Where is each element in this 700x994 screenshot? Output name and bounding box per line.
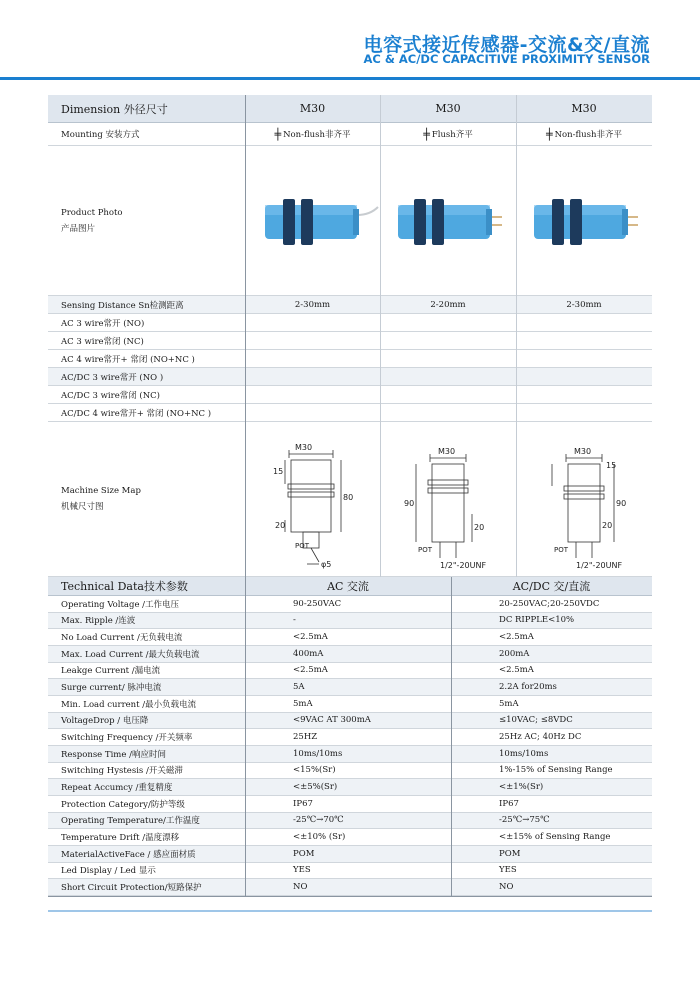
- technical-ac-value: 90-250VAC: [293, 598, 342, 609]
- technical-acdc-value: POM: [499, 848, 521, 859]
- sensing-distance-row: [48, 296, 652, 314]
- technical-label: Max. Ripple /连波: [61, 616, 136, 627]
- technical-acdc-value: <2.5mA: [499, 632, 534, 643]
- technical-row: [48, 763, 652, 780]
- technical-ac-value: NO: [293, 882, 308, 893]
- wiring-row: [48, 404, 652, 422]
- technical-label: Max. Load Current /最大负载电流: [61, 649, 200, 660]
- product-photo-row: [48, 146, 652, 296]
- size-label-cn: 机械尺寸图: [61, 502, 104, 512]
- technical-row: [48, 646, 652, 663]
- technical-header: Technical Data技术参数: [61, 580, 188, 593]
- sensor-photo-3: [516, 181, 652, 261]
- technical-row: [48, 846, 652, 863]
- technical-row: [48, 863, 652, 880]
- mounting-text-3: Non-flush非齐平: [554, 130, 622, 140]
- mounting-3: [516, 123, 652, 145]
- wiring-label: AC 3 wire常开 (NO): [61, 318, 145, 329]
- technical-acdc-value: 200mA: [499, 648, 530, 659]
- technical-header-row: [48, 577, 652, 596]
- dim-20: 20: [602, 521, 613, 530]
- sensing-3: 2-30mm: [566, 299, 602, 310]
- mounting-2: [380, 123, 516, 145]
- sensor-photo-1: [245, 181, 380, 261]
- technical-acdc-value: <±1%(Sr): [499, 782, 544, 793]
- technical-acdc-value: 2.2A for20ms: [499, 682, 557, 693]
- technical-acdc-value: 1%-15% of Sensing Range: [499, 765, 613, 776]
- bottom-rule: [48, 896, 652, 897]
- dim-15: 15: [606, 461, 617, 470]
- technical-label: Operating Temperature/工作温度: [61, 816, 200, 827]
- technical-acdc-value: -25℃→75℃: [499, 815, 550, 826]
- technical-label: Switching Frequency /开关频率: [61, 733, 193, 744]
- technical-acdc-value: 25Hz AC; 40Hz DC: [499, 732, 582, 743]
- technical-row: [48, 696, 652, 713]
- technical-label: Operating Voltage /工作电压: [61, 599, 180, 610]
- technical-ac-value: -25℃→70℃: [293, 815, 344, 826]
- dim-m30: M30: [295, 443, 313, 452]
- grid-line: [451, 577, 452, 896]
- photo-label-en: Product Photo: [61, 207, 123, 218]
- technical-ac-value: <±5%(Sr): [293, 782, 338, 793]
- dimension-drawing-1: [245, 424, 380, 574]
- technical-label: Led Display / Led 显示: [61, 866, 156, 877]
- technical-label: Repeat Accumcy /重复精度: [61, 783, 173, 794]
- model-3: M30: [571, 102, 597, 115]
- technical-acdc-value: ≤10VAC; ≤8VDC: [499, 715, 573, 726]
- technical-ac-value: <±10% (Sr): [293, 832, 346, 843]
- wiring-label: AC/DC 3 wire常开 (NO ): [61, 372, 164, 383]
- technical-row: [48, 663, 652, 680]
- dim-90: 90: [616, 499, 627, 508]
- non-flush-icon: ╪: [545, 127, 553, 141]
- technical-label: Leakge Current /漏电流: [61, 666, 161, 677]
- page-title-cn: 电容式接近传感器-交流&交/直流: [363, 34, 650, 56]
- technical-ac-value: POM: [293, 848, 315, 859]
- technical-row: [48, 729, 652, 746]
- technical-label: Protection Category/防护等级: [61, 799, 185, 810]
- sensing-2: 2-20mm: [430, 299, 466, 310]
- technical-acdc-value: NO: [499, 882, 514, 893]
- wiring-label: AC/DC 3 wire常闭 (NC): [61, 390, 160, 401]
- wiring-row: [48, 332, 652, 350]
- sensor-photo-2: [380, 181, 516, 261]
- technical-row: [48, 796, 652, 813]
- page-title-en: AC & AC/DC CAPACITIVE PROXIMITY SENSOR: [363, 52, 650, 66]
- technical-acdc-value: IP67: [499, 798, 519, 809]
- technical-row: [48, 746, 652, 763]
- technical-ac-value: 25HZ: [293, 732, 318, 743]
- wiring-row: [48, 368, 652, 386]
- technical-label: Switching Hystesis /开关磁滞: [61, 766, 183, 777]
- technical-label: Min. Load current /最小负载电流: [61, 699, 197, 710]
- wiring-row: [48, 314, 652, 332]
- product-photo-3: [516, 146, 652, 295]
- dim-pot: POT: [418, 546, 433, 554]
- technical-acdc-value: YES: [499, 865, 517, 876]
- col-acdc: AC/DC 交/直流: [512, 580, 591, 593]
- dim-thread: 1/2"-20UNF: [576, 561, 623, 570]
- model-2: M30: [435, 102, 461, 115]
- technical-acdc-value: 5mA: [499, 698, 519, 709]
- technical-acdc-value: <2.5mA: [499, 665, 534, 676]
- model-1: M30: [299, 102, 326, 115]
- machine-size-label: [48, 422, 245, 576]
- product-photo-label: [48, 146, 245, 295]
- size-drawing-1: [245, 422, 380, 576]
- machine-size-row: [48, 422, 652, 577]
- technical-row: [48, 713, 652, 730]
- technical-label: Surge current/ 脉冲电流: [61, 683, 162, 694]
- technical-ac-value: YES: [293, 865, 311, 876]
- grid-line: [380, 95, 381, 577]
- technical-ac-value: <15%(Sr): [293, 765, 336, 776]
- technical-label: Response Time /响应时间: [61, 749, 166, 760]
- photo-label-cn: 产品图片: [61, 223, 96, 234]
- technical-row: [48, 679, 652, 696]
- dim-m30: M30: [574, 447, 592, 456]
- dim-80: 80: [343, 493, 354, 502]
- technical-ac-value: <2.5mA: [293, 665, 328, 676]
- wiring-label: AC 3 wire常闭 (NC): [61, 336, 144, 347]
- dim-pot: POT: [554, 546, 569, 554]
- technical-ac-value: 400mA: [293, 648, 324, 659]
- bottom-accent-rule: [48, 910, 652, 912]
- technical-row: [48, 629, 652, 646]
- non-flush-icon: ╪: [274, 127, 282, 141]
- mounting-text-2: Flush齐平: [431, 130, 473, 140]
- technical-row: [48, 779, 652, 796]
- technical-label: MaterialActiveFace / 感应面材质: [61, 849, 196, 860]
- technical-ac-value: <9VAC AT 300mA: [293, 715, 371, 726]
- technical-row: [48, 596, 652, 613]
- sensing-label: Sensing Distance Sn检测距离: [61, 300, 184, 311]
- sensing-1: 2-30mm: [294, 299, 331, 310]
- technical-ac-value: -: [293, 615, 296, 626]
- technical-acdc-value: <±15% of Sensing Range: [499, 832, 611, 843]
- wiring-label: AC/DC 4 wire常开+ 常闭 (NO+NC ): [61, 408, 212, 419]
- dimension-drawing-2: [380, 424, 516, 574]
- spec-table: [48, 95, 652, 896]
- dimension-label: Dimension 外径尺寸: [61, 102, 168, 116]
- technical-ac-value: <2.5mA: [293, 632, 328, 643]
- dim-20: 20: [275, 521, 286, 530]
- technical-acdc-value: 10ms/10ms: [499, 748, 549, 759]
- technical-row: [48, 829, 652, 846]
- dimension-row: [48, 95, 652, 123]
- dim-phi5: φ5: [321, 560, 332, 569]
- grid-line: [245, 95, 246, 577]
- product-photo-1: [245, 146, 380, 295]
- product-photo-2: [380, 146, 516, 295]
- technical-row: [48, 613, 652, 630]
- mounting-label: Mounting 安装方式: [61, 130, 140, 140]
- dim-20: 20: [474, 523, 485, 532]
- technical-ac-value: 5mA: [293, 698, 313, 709]
- technical-label: Temperature Drift /温度漂移: [61, 833, 180, 844]
- mounting-text-1: Non-flush非齐平: [283, 130, 351, 140]
- technical-label: No Load Current /无负载电流: [61, 633, 183, 644]
- technical-acdc-value: 20-250VAC;20-250VDC: [499, 598, 600, 609]
- size-drawing-3: [516, 422, 652, 576]
- mounting-row: [48, 123, 652, 146]
- technical-row: [48, 813, 652, 830]
- technical-ac-value: IP67: [293, 798, 313, 809]
- technical-label: Short Circuit Protection/短路保护: [61, 883, 202, 894]
- dim-pot: POT: [295, 542, 310, 550]
- wiring-label: AC 4 wire常开+ 常闭 (NO+NC ): [61, 354, 195, 365]
- technical-ac-value: 10ms/10ms: [293, 748, 343, 759]
- grid-line: [245, 577, 246, 896]
- size-drawing-2: [380, 422, 516, 576]
- dim-90: 90: [404, 499, 415, 508]
- wiring-row: [48, 350, 652, 368]
- col-ac: AC 交流: [327, 580, 369, 593]
- wiring-row: [48, 386, 652, 404]
- top-rule: [0, 77, 700, 80]
- dim-15: 15: [273, 467, 284, 476]
- technical-row: [48, 879, 652, 896]
- mounting-1: [245, 123, 380, 145]
- size-label-en: Machine Size Map: [61, 486, 141, 496]
- technical-ac-value: 5A: [293, 682, 305, 693]
- grid-line: [516, 95, 517, 577]
- dim-thread: 1/2"-20UNF: [440, 561, 487, 570]
- flush-icon: ╪: [423, 127, 430, 141]
- technical-acdc-value: DC RIPPLE<10%: [499, 615, 575, 626]
- dim-m30: M30: [438, 447, 456, 456]
- technical-label: VoltageDrop / 电压降: [61, 716, 149, 727]
- dimension-drawing-3: [516, 424, 652, 574]
